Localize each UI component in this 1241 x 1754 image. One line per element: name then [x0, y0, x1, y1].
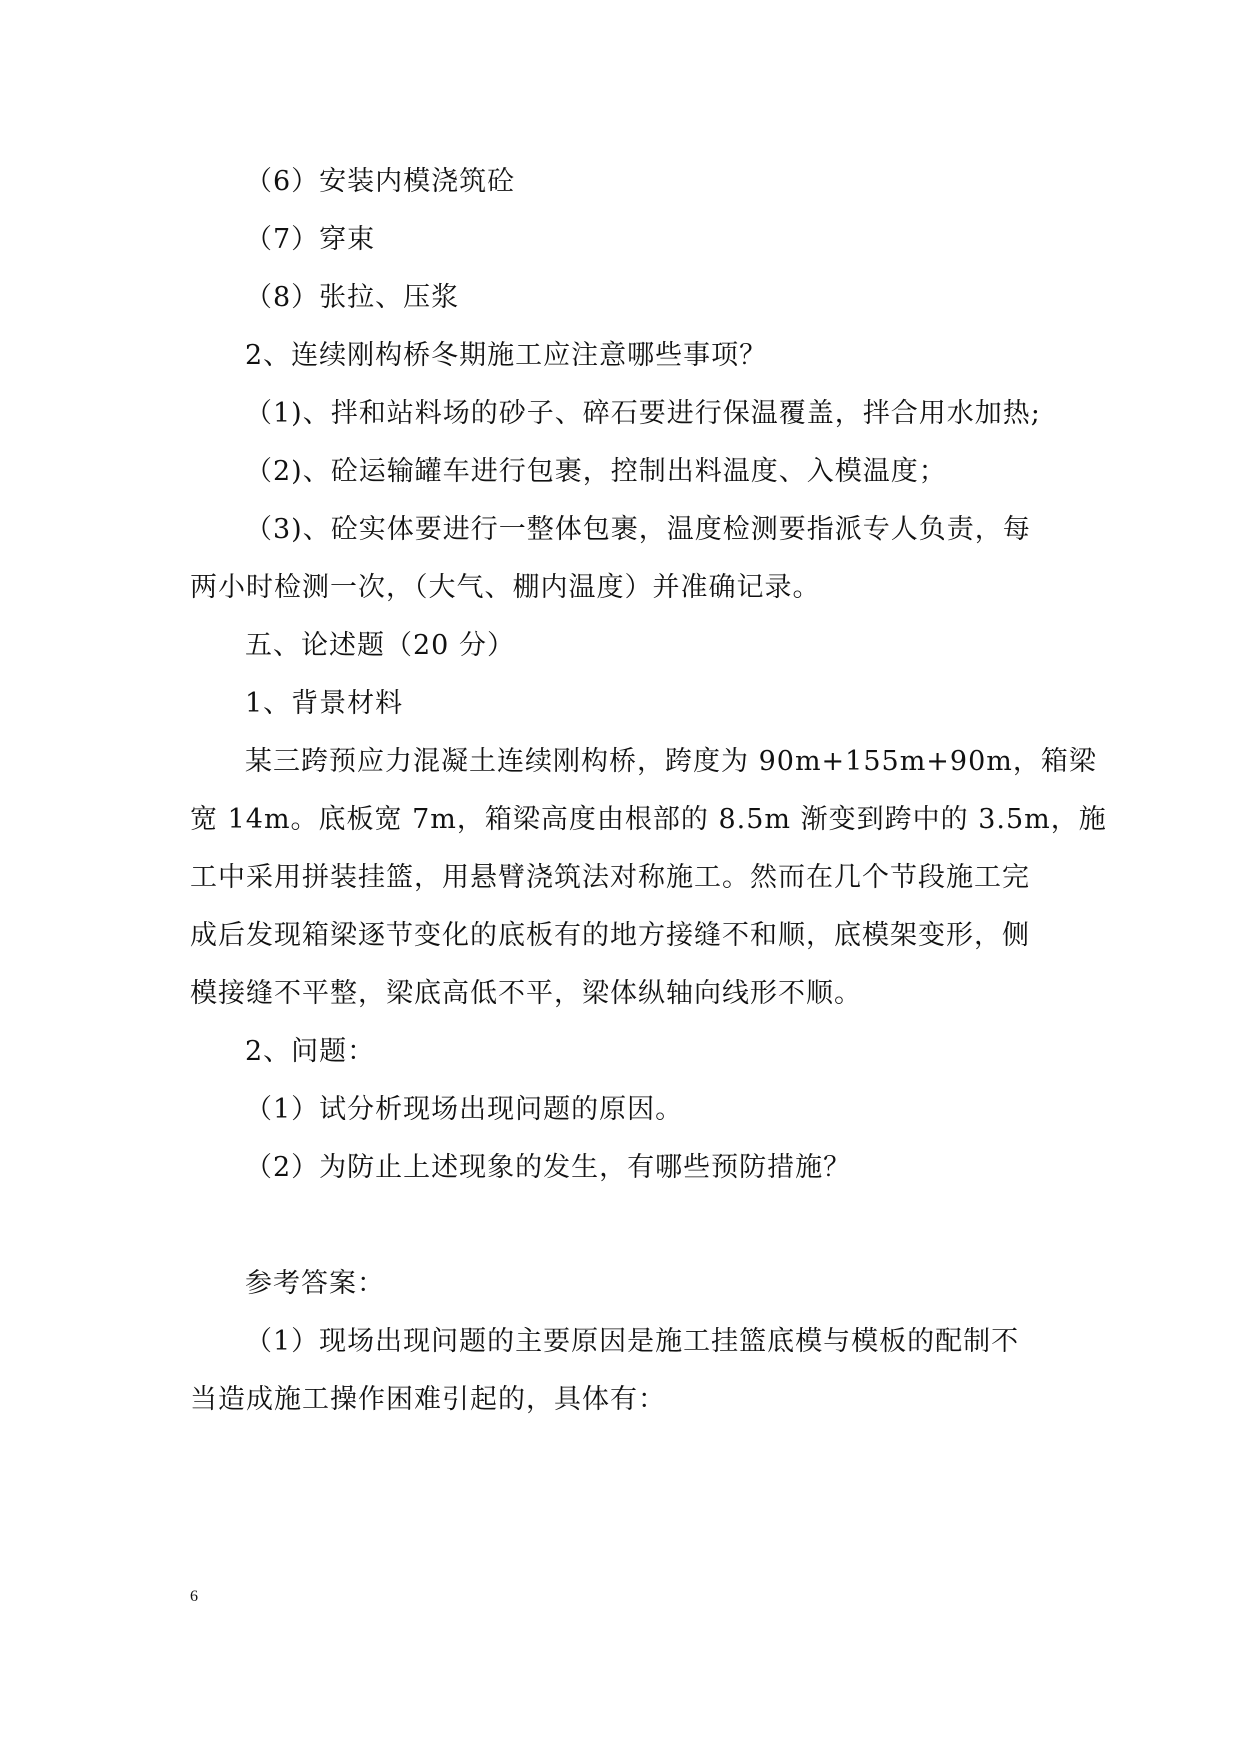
text-line: （6）安装内模浇筑砼 [245, 166, 516, 197]
text-line: （1）现场出现问题的主要原因是施工挂篮底模与模板的配制不 [245, 1326, 1020, 1357]
text-line: （1)、拌和站料场的砂子、碎石要进行保温覆盖，拌合用水加热; [245, 398, 1041, 429]
text-line: （1）试分析现场出现问题的原因。 [245, 1094, 684, 1125]
subsection-heading: 2、问题： [245, 1036, 376, 1067]
section-heading: 五、论述题（20 分） [245, 630, 515, 661]
text-line: 宽 14m。底板宽 7m，箱梁高度由根部的 8.5m 渐变到跨中的 3.5m，施 [190, 804, 1107, 835]
answer-heading: 参考答案： [245, 1268, 385, 1299]
text-line: 当造成施工操作困难引起的，具体有： [190, 1384, 666, 1415]
text-line: 模接缝不平整，梁底高低不平，梁体纵轴向线形不顺。 [190, 978, 862, 1009]
text-line: （8）张拉、压浆 [245, 282, 460, 313]
subsection-heading: 1、背景材料 [245, 688, 404, 719]
text-line: （2)、砼运输罐车进行包裹，控制出料温度、入模温度； [245, 456, 947, 487]
question-heading: 2、连续刚构桥冬期施工应注意哪些事项？ [245, 340, 768, 371]
text-line: 两小时检测一次，（大气、棚内温度）并准确记录。 [190, 572, 821, 603]
text-line: 成后发现箱梁逐节变化的底板有的地方接缝不和顺，底模架变形，侧 [190, 920, 1030, 951]
text-line: 工中采用拼装挂篮，用悬臂浇筑法对称施工。然而在几个节段施工完 [190, 862, 1030, 893]
text-line: （3)、砼实体要进行一整体包裹，温度检测要指派专人负责，每 [245, 514, 1031, 545]
text-line: （2）为防止上述现象的发生，有哪些预防措施？ [245, 1152, 852, 1183]
page-number: 6 [190, 1588, 198, 1605]
text-line: 某三跨预应力混凝土连续刚构桥，跨度为 90m+155m+90m，箱梁 [245, 746, 1097, 777]
text-line: （7）穿束 [245, 224, 376, 255]
